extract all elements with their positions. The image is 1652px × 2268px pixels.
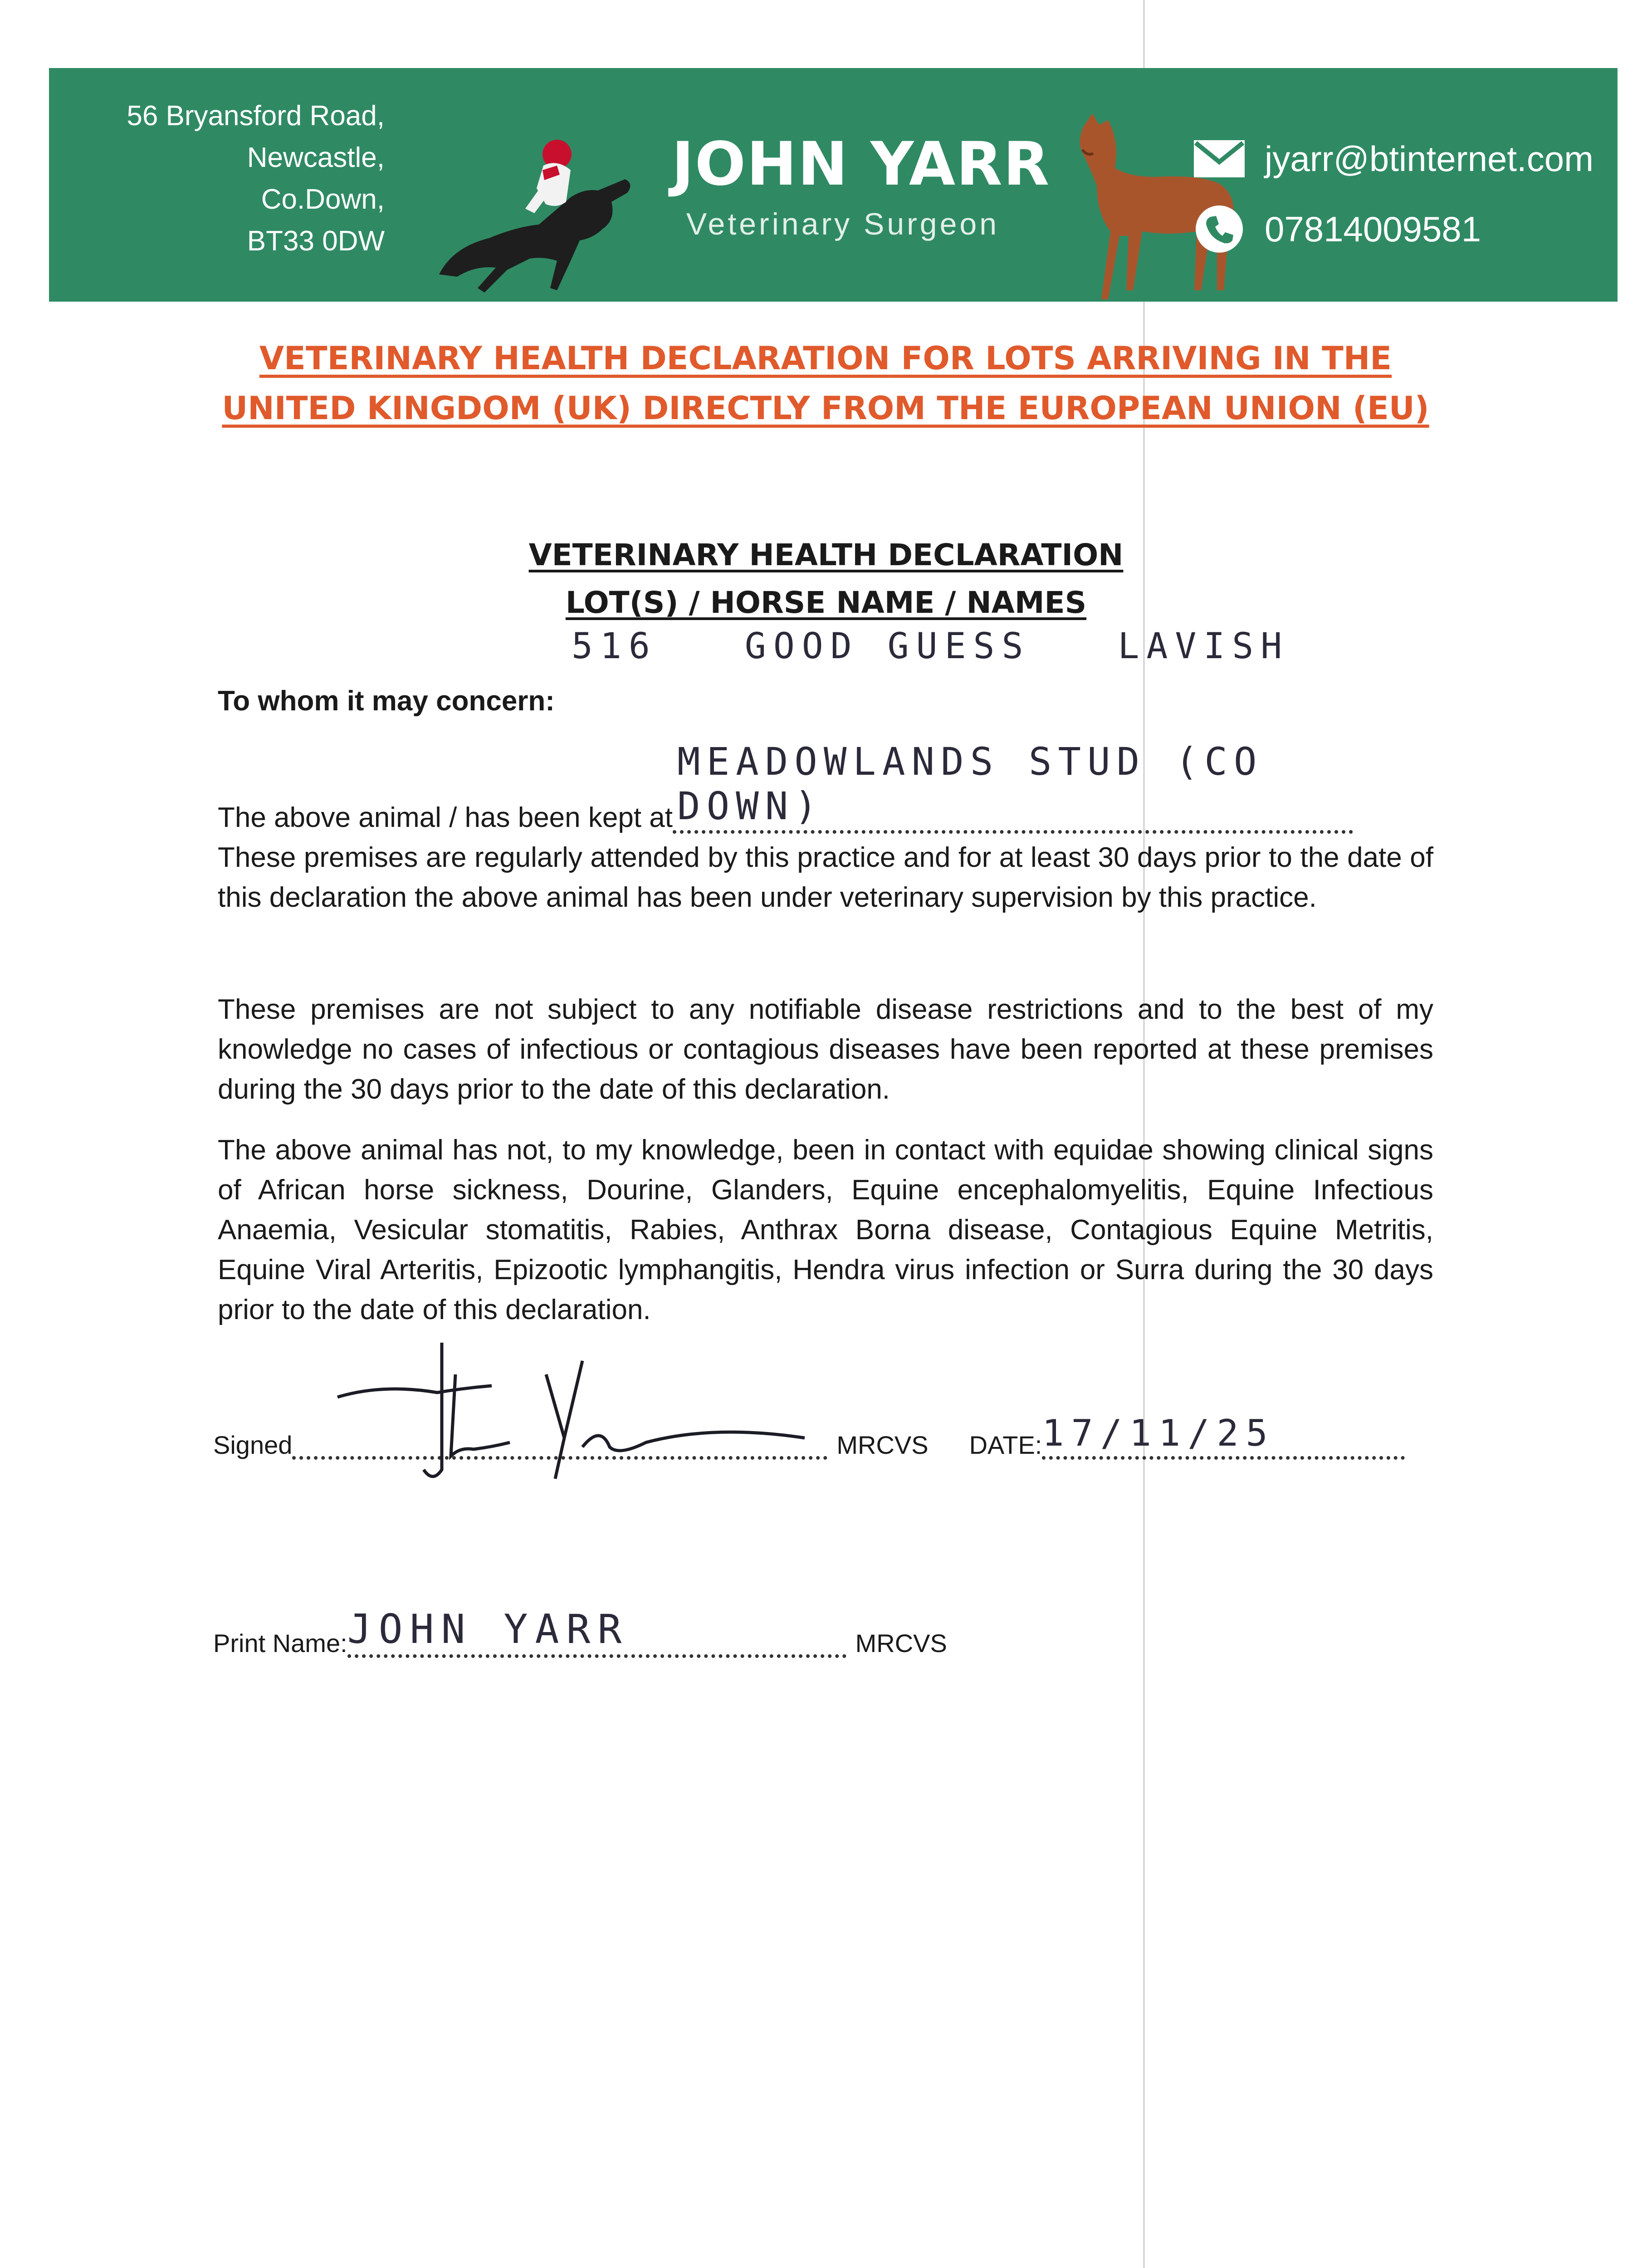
racehorse-jockey-icon [421,111,657,302]
salutation: To whom it may concern: [218,685,555,717]
brand-name: JOHN YARR [671,129,1051,199]
declaration-heading: VETERINARY HEALTH DECLARATION [528,538,1124,572]
paragraph-supervision: These premises are regularly attended by this practice and for at least 30 days prior to the date of this declaration the above animal has been under veterinary supervision by this practice. [218,842,1433,913]
title-part-3: UNITED KINGDOM (UK) DIRECTLY FROM THE EUROPEAN UNION (EU) [222,390,1429,427]
kept-at-value: MEADOWLANDS STUD (CO DOWN) [677,739,1263,828]
email-text[interactable]: jyarr@btinternet.com [1265,138,1594,179]
document-title [200,333,1452,433]
print-name-value: JOHN YARR [347,1606,629,1652]
brand-subtitle: Veterinary Surgeon [686,207,1000,241]
letterhead-banner [49,68,1618,302]
kept-at-label: The above animal / has been kept at [218,802,673,833]
title-part-1: VETERINARY HEALTH DECLARATION [259,340,890,377]
lot-heading: LOT(S) / HORSE NAME / NAMES [565,585,1087,620]
signature-row [213,1383,1405,1460]
envelope-icon [1192,134,1246,184]
print-name-field [347,1606,846,1658]
horse-name: GOOD GUESS [744,626,1031,667]
paragraph-contact: The above animal has not, to my knowledge, been in contact with equidae showing clinical signs of African horse sickness, Dourine, Glanders, Equine encephalomyelitis, Equine Infectious Anaemia, Vesicular stomatitis, Rabies, Anthrax Borna disease, Contagious Equine Metritis, Equine Viral Arteritis, Epizootic lymphangitis, Hendra virus infection or Surra during the 30 days prior to the date of this declaration. [218,1134,1433,1325]
contact-phone [1192,204,1481,254]
print-mrcvs-label: MRCVS [855,1629,947,1657]
title-part-2: FOR LOTS ARRIVING IN THE [901,340,1392,377]
address-line: BT33 0DW [247,225,385,257]
date-value: 17/11/25 [1042,1412,1275,1454]
lot-horse-names [572,626,1348,667]
signed-label: Signed [213,1431,293,1459]
signed-mrcvs-label: MRCVS [836,1431,929,1459]
phone-icon [1192,204,1246,254]
practice-address [85,95,385,262]
kept-at-field [673,739,1353,834]
print-name-row [213,1606,988,1658]
date-field [1042,1412,1405,1460]
horse-name: LAVISH [1118,626,1290,667]
print-name-label: Print Name: [213,1629,347,1657]
address-line: Newcastle, [247,142,385,173]
address-line: Co.Down, [261,184,385,215]
phone-text[interactable]: 07814009581 [1265,209,1481,249]
contact-email [1192,134,1593,184]
signature-field [292,1383,827,1460]
handwritten-signature [328,1334,827,1488]
address-line: 56 Bryansford Road, [127,100,385,132]
kept-at-row [218,739,1353,834]
paragraph-restrictions: These premises are not subject to any notifiable disease restrictions and to the best of my knowledge no cases of infectious or contagious diseases have been reported at these premises during the 30 days prior to the date of this declaration. [218,994,1433,1105]
date-label: DATE: [969,1431,1042,1459]
lot-number: 516 [572,626,657,667]
